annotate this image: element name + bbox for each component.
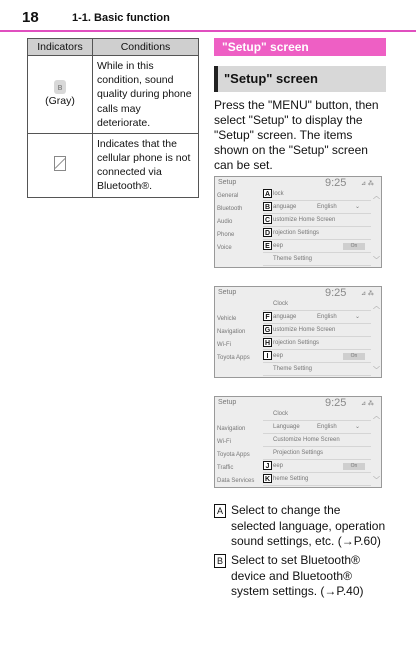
- chevron-down-icon: ⌄: [355, 204, 361, 210]
- status-icons: ⊿ ⁂: [361, 291, 374, 297]
- screen-clock: 9:25: [325, 287, 347, 299]
- screen-menu-label: heme Setting: [273, 476, 309, 482]
- conditions-header: Conditions: [93, 39, 199, 56]
- bluetooth-gray-icon: ʙ: [54, 80, 66, 94]
- subheading: "Setup" screen: [214, 66, 386, 92]
- scroll-up-icon: ︿: [373, 193, 380, 200]
- screen-side-item: Toyota Apps: [217, 452, 250, 458]
- intro-text: Press the "MENU" button, then select "Setup" to display the "Setup" screen. The items shown on the "Setup" screen can be set.: [214, 98, 379, 172]
- callout-letter: H: [264, 340, 271, 347]
- screen-menu-label: ustomize Home Screen: [273, 217, 336, 223]
- screen-menu-label: ustomize Home Screen: [273, 327, 336, 333]
- screen-menu-label: Projection Settings: [273, 450, 324, 456]
- indicator-cell: [28, 56, 93, 134]
- callout-letter: B: [264, 204, 271, 211]
- screen-menu-label: Language: [273, 424, 300, 430]
- screen-side-item: Bluetooth: [217, 206, 243, 212]
- screen-menu-label: Theme Setting: [273, 366, 313, 372]
- screen-menu-row: [263, 364, 371, 376]
- scroll-down-icon: ﹀: [373, 477, 380, 484]
- callout-letter: F: [263, 312, 272, 321]
- screen-menu-row: [263, 435, 371, 447]
- chevron-down-icon: ⌄: [355, 314, 361, 320]
- screen-menu-label: rojection Settings: [273, 340, 320, 346]
- screen-side-item: [217, 301, 259, 312]
- indicator-cell: [28, 133, 93, 197]
- screen-menu-label: Clock: [273, 301, 289, 307]
- callout-letter: A: [264, 191, 271, 198]
- condition-cell: While in this condition, sound quality during phone calls may deteriorate.: [93, 56, 199, 134]
- screen-title: Setup: [218, 179, 237, 186]
- phone-not-connected-icon: [54, 156, 66, 171]
- screen-menu-label: Theme Setting: [273, 256, 313, 262]
- screen-side-item: Wi-Fi: [217, 342, 231, 348]
- table-row: [28, 133, 199, 197]
- page-number: 18: [22, 9, 39, 26]
- chevron-down-icon: ⌄: [355, 424, 361, 430]
- definition-text: Select to set Bluetooth® device and Bluetooth® system settings. (→P.40): [231, 553, 364, 599]
- indicator-table: [27, 38, 199, 198]
- screen-menu-label: anguage: [273, 314, 297, 320]
- screen-menu-row: [263, 461, 371, 473]
- screen-side-item: Wi-Fi: [217, 439, 231, 445]
- definition-b: [214, 553, 386, 600]
- screen-menu-row: [263, 254, 371, 266]
- screen-menu-row: [263, 325, 371, 337]
- screen-toggle: On: [343, 463, 365, 470]
- screen-side-item: Audio: [217, 219, 233, 225]
- callout-letter: A: [214, 504, 226, 518]
- screen-side-item: Data Services: [217, 478, 255, 484]
- indicator-label: (Gray): [45, 95, 75, 108]
- screen-menu-row: [263, 338, 371, 350]
- scroll-up-icon: ︿: [373, 303, 380, 310]
- screen-menu-row: [263, 215, 371, 227]
- definition-text: Select to change the selected language, operation sound settings, etc. (→P.60): [231, 503, 386, 549]
- screen-menu-row: [263, 351, 371, 363]
- screen-menu-row: [263, 202, 371, 214]
- screen-clock: 9:25: [325, 397, 347, 409]
- screen-menu-label: Clock: [273, 411, 289, 417]
- status-icons: ⊿ ⁂: [361, 181, 374, 187]
- screen-side-item: Voice: [217, 245, 232, 251]
- status-icons: ⊿ ⁂: [361, 401, 374, 407]
- page-header: [0, 0, 416, 32]
- setup-screen: [214, 396, 382, 488]
- screen-side-item: Vehicle: [217, 316, 237, 322]
- screen-title: Setup: [218, 399, 237, 406]
- definition-a: [214, 503, 386, 550]
- callout-letter: C: [264, 217, 271, 224]
- screen-side-item: [217, 411, 259, 422]
- condition-cell: Indicates that the cellular phone is not connected via Bluetooth®.: [93, 133, 199, 197]
- scroll-down-icon: ﹀: [373, 367, 380, 374]
- callout-letter: E: [263, 241, 272, 250]
- table-row: [28, 56, 199, 134]
- screen-clock: 9:25: [325, 177, 347, 189]
- callout-letter: D: [264, 230, 271, 237]
- table-header-row: [28, 39, 199, 56]
- indicators-header: Indicators: [28, 39, 93, 56]
- screen-menu-label: eep: [273, 243, 284, 249]
- screen-side-item: Phone: [217, 232, 235, 238]
- screen-menu-row: [263, 228, 371, 240]
- screen-side-item: Traffic: [217, 465, 234, 471]
- screen-menu-label: anguage: [273, 204, 297, 210]
- header-rule: [0, 30, 416, 32]
- screen-menu-value: English: [317, 314, 337, 320]
- section-title: 1-1. Basic function: [72, 12, 170, 24]
- setup-screen: [214, 176, 382, 268]
- screen-menu-row: [263, 409, 371, 421]
- callout-letter: G: [264, 327, 271, 334]
- callout-letter: K: [264, 476, 271, 483]
- screen-side-item: Navigation: [217, 426, 246, 432]
- screen-side-item: Navigation: [217, 329, 246, 335]
- screen-menu-value: English: [317, 204, 337, 210]
- screen-toggle: On: [343, 353, 365, 360]
- scroll-down-icon: ﹀: [373, 257, 380, 264]
- setup-screen: [214, 286, 382, 378]
- screen-menu-label: Customize Home Screen: [273, 437, 340, 443]
- screen-side-item: General: [217, 193, 239, 199]
- screen-menu-row: [263, 474, 371, 486]
- screen-menu-label: eep: [273, 353, 284, 359]
- screen-menu-row: [263, 299, 371, 311]
- screen-menu-row: [263, 189, 371, 201]
- screen-side-item: Toyota Apps: [217, 355, 250, 361]
- screen-menu-row: [263, 422, 371, 434]
- screen-menu-label: eep: [273, 463, 284, 469]
- screen-toggle: On: [343, 243, 365, 250]
- screen-menu-label: rojection Settings: [273, 230, 320, 236]
- section-band: "Setup" screen: [214, 38, 386, 56]
- callout-letter: B: [214, 554, 226, 568]
- screen-menu-label: lock: [273, 191, 284, 197]
- scroll-up-icon: ︿: [373, 413, 380, 420]
- callout-letter: I: [263, 351, 272, 360]
- screen-menu-value: English: [317, 424, 337, 430]
- screen-menu-row: [263, 312, 371, 324]
- callout-letter: J: [263, 461, 272, 470]
- screen-menu-row: [263, 241, 371, 253]
- screen-title: Setup: [218, 289, 237, 296]
- screen-menu-row: [263, 448, 371, 460]
